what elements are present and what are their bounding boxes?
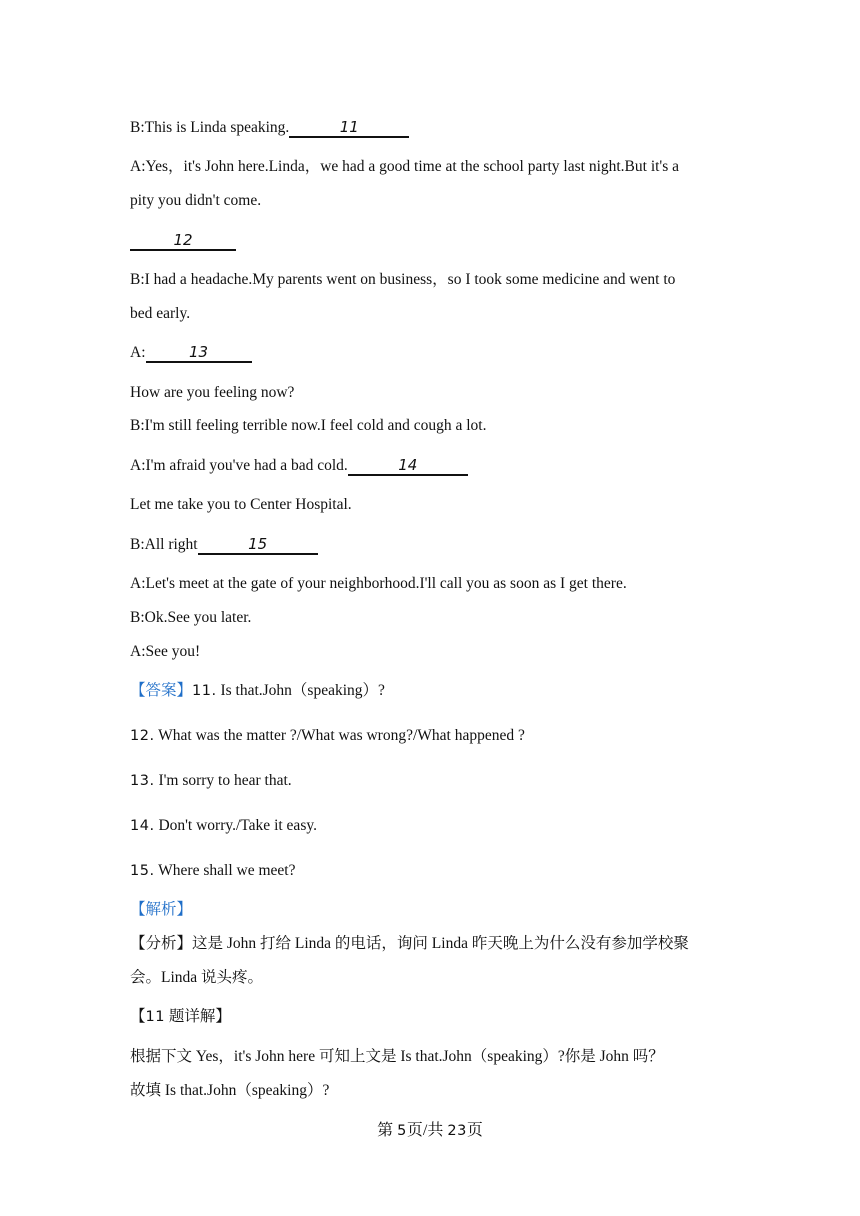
answer-line-12 bbox=[130, 726, 525, 746]
answer-blank-14: 14 bbox=[348, 456, 468, 476]
footer-text: 页 bbox=[466, 1122, 483, 1139]
answer-text: Don't worry./Take it easy. bbox=[158, 817, 317, 834]
dialogue-line-b2: B:I had a headache.My parents went on business，so I took some medicine and went to bbox=[130, 271, 676, 288]
dialogue-line-a3 bbox=[130, 456, 468, 476]
analysis-fenxi-line2: 会。Linda 说头疼。 bbox=[130, 969, 264, 986]
footer-total-pages: 23 bbox=[447, 1123, 467, 1139]
dialogue-line-a1: A:Yes，it's John here.Linda，we had a good time at the school party last night.But it's a bbox=[130, 158, 680, 175]
analysis-q11-line2: 故填 Is that.John（speaking）? bbox=[130, 1082, 330, 1099]
dialogue-line-blank12 bbox=[130, 231, 236, 251]
answer-blank-13: 13 bbox=[146, 343, 252, 363]
heading-bracket-open: 【 bbox=[130, 1008, 146, 1025]
dialogue-text: A:I'm afraid you've had a bad cold. bbox=[130, 457, 348, 474]
heading-text: 题详解】 bbox=[164, 1008, 231, 1025]
analysis-q11-line1: 根据下文 Yes，it's John here 可知上文是 Is that.John（speaking）?你是 John 吗？ bbox=[130, 1048, 664, 1065]
heading-number: 11 bbox=[145, 1009, 165, 1025]
answer-blank-12: 12 bbox=[130, 231, 236, 251]
dialogue-line-a1-cont: pity you didn't come. bbox=[130, 192, 262, 209]
dialogue-line-a5: A:See you! bbox=[130, 643, 201, 660]
answer-text: Is that.John（speaking）? bbox=[220, 682, 385, 699]
answer-tag: 【答案】 bbox=[130, 682, 193, 699]
footer-text: 第 bbox=[377, 1122, 398, 1139]
dialogue-text: B:This is Linda speaking. bbox=[130, 119, 290, 136]
answer-line-15 bbox=[130, 861, 295, 881]
answer-number: 11. bbox=[192, 683, 217, 699]
dialogue-line-b3: B:I'm still feeling terrible now.I feel cold and cough a lot. bbox=[130, 417, 487, 434]
footer-page-number: 5 bbox=[397, 1123, 407, 1139]
page-footer bbox=[0, 1117, 860, 1140]
answer-number: 13. bbox=[130, 773, 155, 789]
dialogue-line-b2-cont: bed early. bbox=[130, 305, 191, 322]
dialogue-line-a3-cont: Let me take you to Center Hospital. bbox=[130, 496, 352, 513]
dialogue-line-a4: A:Let's meet at the gate of your neighborhood.I'll call you as soon as I get there. bbox=[130, 575, 627, 592]
answer-line-13 bbox=[130, 771, 292, 791]
footer-text: 页/共 bbox=[406, 1122, 448, 1139]
dialogue-line-a2 bbox=[130, 343, 252, 363]
analysis-q11-heading bbox=[130, 1007, 231, 1027]
dialogue-text: A: bbox=[130, 344, 146, 361]
answer-text: Where shall we meet? bbox=[158, 862, 296, 879]
analysis-fenxi-line1: 【分析】这是 John 打给 Linda 的电话，询问 Linda 昨天晚上为什么没有参加学校聚 bbox=[130, 935, 689, 952]
answer-text: What was the matter ?/What was wrong?/What happened ? bbox=[158, 727, 525, 744]
answer-line-14 bbox=[130, 816, 317, 836]
dialogue-text: B:All right bbox=[130, 536, 198, 553]
answer-blank-15: 15 bbox=[198, 535, 318, 555]
dialogue-line-b4 bbox=[130, 535, 318, 555]
analysis-tag: 【解析】 bbox=[130, 901, 193, 918]
dialogue-line-b1 bbox=[130, 118, 409, 138]
answer-number: 15. bbox=[130, 863, 155, 879]
answer-line-11 bbox=[130, 681, 385, 701]
answer-text: I'm sorry to hear that. bbox=[158, 772, 292, 789]
dialogue-line-a2-cont: How are you feeling now? bbox=[130, 384, 295, 401]
answer-blank-11: 11 bbox=[289, 118, 409, 138]
answer-number: 12. bbox=[130, 728, 155, 744]
dialogue-line-b5: B:Ok.See you later. bbox=[130, 609, 252, 626]
answer-number: 14. bbox=[130, 818, 155, 834]
